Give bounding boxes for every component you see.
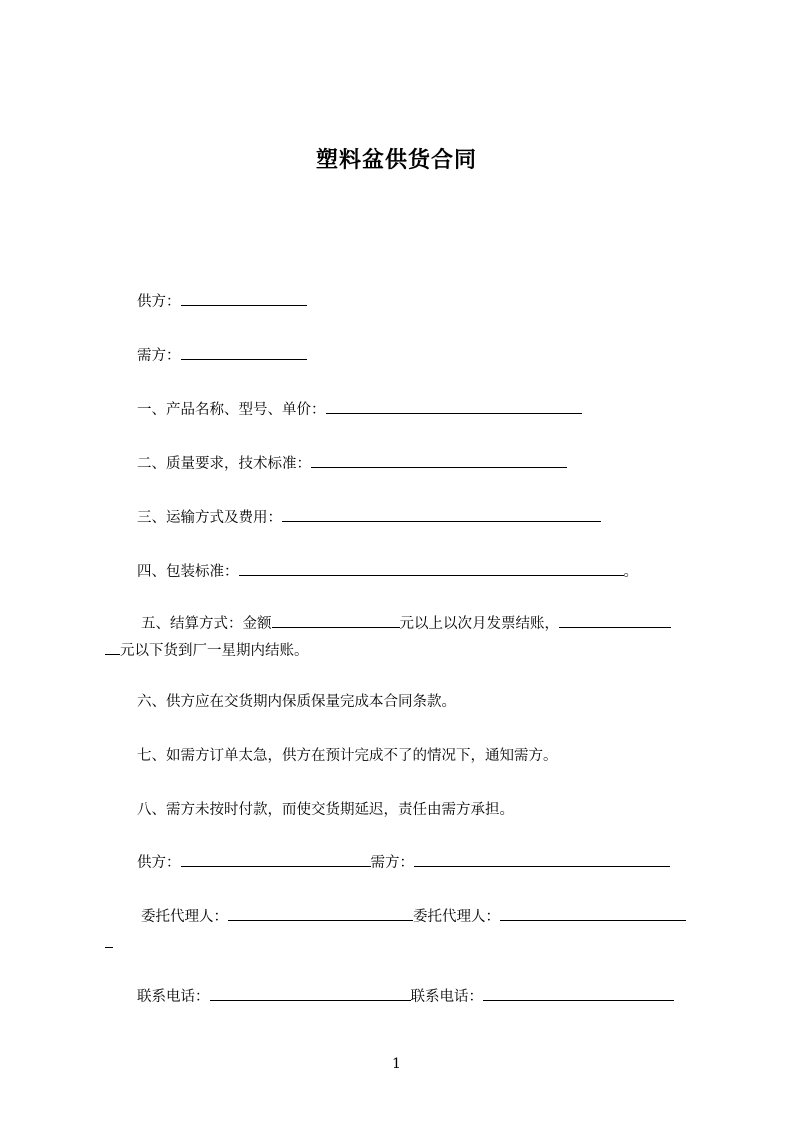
page-number: 1 xyxy=(392,1056,401,1072)
sign-supplier-label: 供方： xyxy=(137,855,181,871)
buyer-line xyxy=(137,345,307,366)
clause-3-blank[interactable] xyxy=(282,507,601,522)
clause-5-amount-blank-2[interactable] xyxy=(559,613,671,628)
clause-1 xyxy=(137,399,582,420)
sign-phone-blank[interactable] xyxy=(210,986,411,1001)
clause-5-amount-blank-2-cont[interactable] xyxy=(105,640,120,655)
supplier-blank[interactable] xyxy=(181,291,307,306)
sign-phone-blank-2[interactable] xyxy=(483,986,674,1001)
clause-5-line-2 xyxy=(105,640,309,661)
clause-3 xyxy=(137,507,601,528)
sign-supplier-blank[interactable] xyxy=(181,852,371,867)
sign-agent-blank-2-cont[interactable] xyxy=(105,933,113,948)
clause-5-part-1: 五、结算方式：金额 xyxy=(141,616,272,632)
sign-agent-line xyxy=(141,906,686,927)
clause-5-amount-blank[interactable] xyxy=(272,613,400,628)
sign-party-line xyxy=(137,852,670,873)
sign-phone-line xyxy=(137,986,674,1007)
clause-3-label: 三、运输方式及费用： xyxy=(137,510,282,526)
clause-6: 六、供方应在交货期内保质保量完成本合同条款。 xyxy=(137,694,456,710)
clause-1-blank[interactable] xyxy=(326,399,582,414)
clause-5-part-3: 元以下货到厂一星期内结账。 xyxy=(120,643,309,659)
buyer-label: 需方： xyxy=(137,348,181,364)
sign-agent-label-2: 委托代理人： xyxy=(413,909,500,925)
sign-agent-blank[interactable] xyxy=(228,906,413,921)
clause-4-blank[interactable] xyxy=(239,561,624,576)
clause-1-label: 一、产品名称、型号、单价： xyxy=(137,402,326,418)
clause-4-label: 四、包装标准： xyxy=(137,564,239,580)
page-title: 塑料盆供货合同 xyxy=(315,148,477,173)
clause-8: 八、需方未按时付款，而使交货期延迟，责任由需方承担。 xyxy=(137,802,514,818)
clause-2 xyxy=(137,453,567,474)
clause-5-part-2: 元以上以次月发票结账， xyxy=(399,616,559,632)
sign-agent-line-cont xyxy=(105,933,113,954)
sign-phone-label: 联系电话： xyxy=(137,989,210,1005)
clause-4 xyxy=(137,561,638,582)
supplier-label: 供方： xyxy=(137,294,181,310)
sign-buyer-blank[interactable] xyxy=(414,852,670,867)
sign-agent-blank-2[interactable] xyxy=(500,906,686,921)
sign-buyer-label: 需方： xyxy=(370,855,414,871)
buyer-blank[interactable] xyxy=(181,345,307,360)
clause-2-label: 二、质量要求，技术标准： xyxy=(137,456,311,472)
clause-5-line-1 xyxy=(141,613,671,634)
clause-2-blank[interactable] xyxy=(311,453,567,468)
sign-phone-label-2: 联系电话： xyxy=(410,989,483,1005)
clause-4-end: 。 xyxy=(623,564,638,580)
clause-7: 七、如需方订单太急，供方在预计完成不了的情况下，通知需方。 xyxy=(137,748,558,764)
sign-agent-label: 委托代理人： xyxy=(141,909,228,925)
supplier-line xyxy=(137,291,307,312)
